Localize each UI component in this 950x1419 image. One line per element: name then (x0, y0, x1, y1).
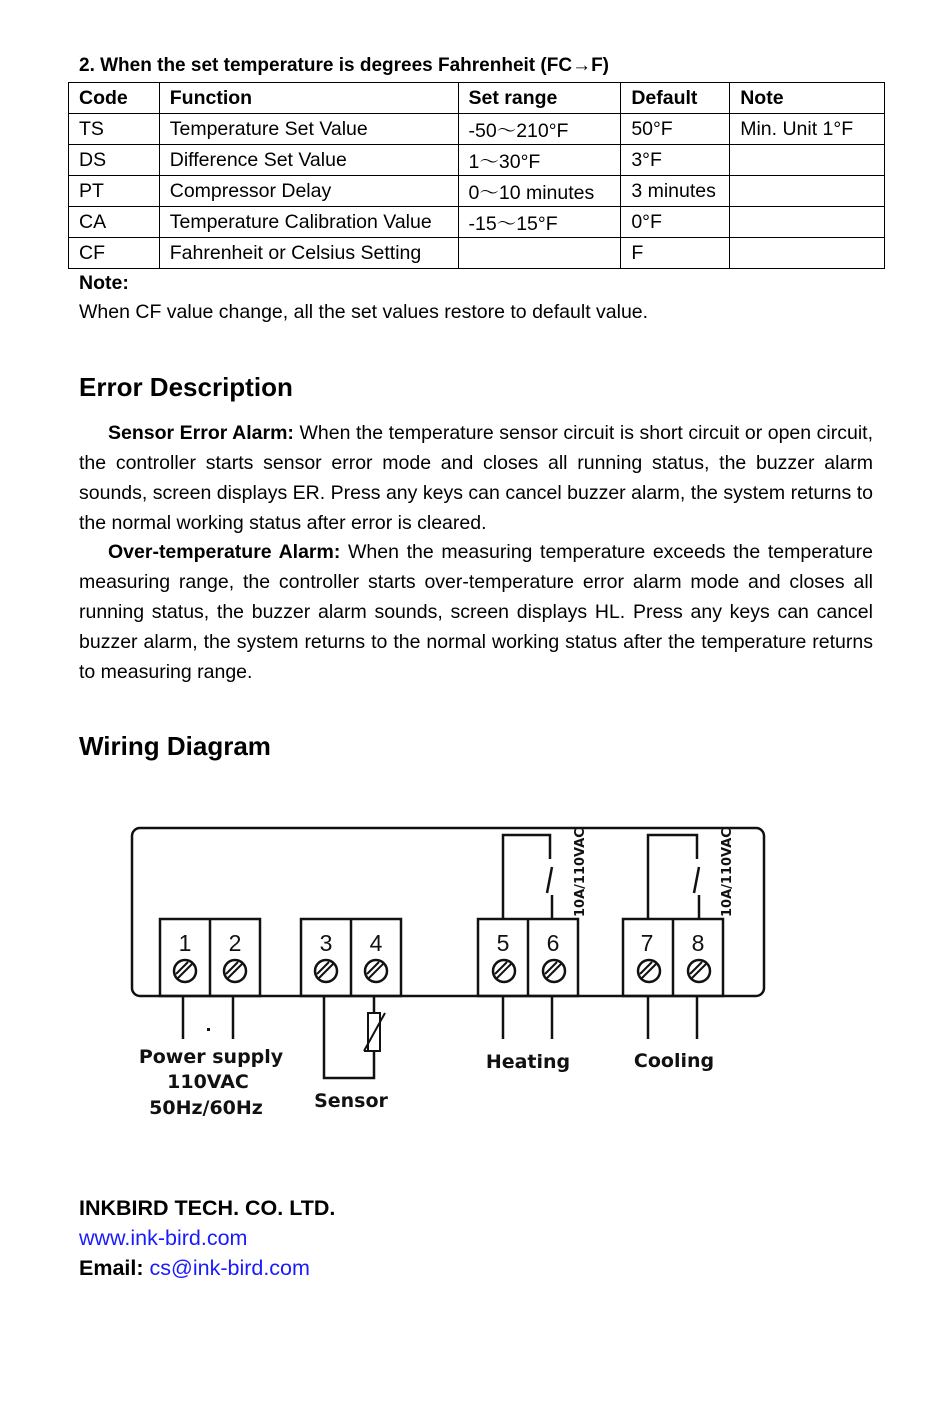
cell-function: Fahrenheit or Celsius Setting (159, 238, 458, 269)
over-temperature-paragraph (79, 537, 873, 687)
cell-function: Difference Set Value (159, 145, 458, 176)
wiring-diagram (120, 815, 780, 1125)
cell-default: F (621, 238, 730, 269)
cell-code: CA (69, 207, 160, 238)
power-voltage-label: 110VAC (167, 1071, 249, 1093)
error-description-heading: Error Description (79, 372, 293, 402)
header-note: Note (730, 83, 885, 114)
sensor-label: Sensor (314, 1090, 388, 1112)
email-line (79, 1256, 310, 1281)
parameter-table (68, 82, 885, 269)
screw-terminal-3 (315, 960, 337, 982)
sensor-error-label: Sensor Error Alarm: (108, 422, 294, 444)
heating-label: Heating (485, 1051, 571, 1073)
cell-function: Temperature Calibration Value (159, 207, 458, 238)
over-temperature-label: Over-temperature Alarm: (108, 541, 341, 563)
terminal-number-6: 6 (546, 930, 560, 956)
cell-code: PT (69, 176, 160, 207)
terminal-number-4: 4 (369, 930, 383, 956)
cell-set-range (458, 238, 621, 269)
cell-default: 50°F (621, 114, 730, 145)
screw-terminal-4 (365, 960, 387, 982)
cell-set-range: 0～10 minutes (458, 176, 621, 207)
power-frequency-label: 50Hz/60Hz (149, 1097, 263, 1119)
terminal-number-7: 7 (640, 930, 654, 956)
over-temperature-text: When the measuring temperature exceeds the temperature measuring range, the controller starts over-temperature error alarm mode and closes all running status, the buzzer alarm sounds, screen displays HL. Press any keys can cancel buzzer alarm, the system returns to the normal working status after the temperature returns to measuring range. (79, 541, 873, 683)
cooling-relay-rating: 10A/110VAC (720, 828, 735, 917)
cell-note (730, 207, 885, 238)
header-default: Default (621, 83, 730, 114)
cell-default: 3 minutes (621, 176, 730, 207)
cell-note: Min. Unit 1°F (730, 114, 885, 145)
cooling-relay (648, 835, 699, 919)
screw-terminal-7 (638, 960, 660, 982)
cell-code: TS (69, 114, 160, 145)
wiring-diagram-heading: Wiring Diagram (79, 731, 271, 761)
table-row (69, 238, 885, 269)
terminal-number-2: 2 (228, 930, 242, 956)
sensor-thermistor (364, 1013, 385, 1051)
table-header-row (69, 83, 885, 114)
terminal-number-3: 3 (319, 930, 333, 956)
email-link[interactable]: cs@ink-bird.com (149, 1256, 310, 1280)
cooling-label: Cooling (633, 1050, 715, 1072)
sensor-error-paragraph (79, 418, 873, 538)
cell-note (730, 145, 885, 176)
note-label: Note: (79, 272, 129, 294)
power-supply-label: Power supply (138, 1046, 284, 1068)
cell-default: 0°F (621, 207, 730, 238)
heating-relay (503, 835, 552, 919)
cell-set-range: 1～30°F (458, 145, 621, 176)
screw-terminal-6 (543, 960, 565, 982)
section-2-title: 2. When the set temperature is degrees Fahrenheit (FC→F) (79, 55, 609, 76)
screw-terminal-5 (493, 960, 515, 982)
header-set-range: Set range (458, 83, 621, 114)
terminal-number-1: 1 (178, 930, 192, 956)
cell-function: Temperature Set Value (159, 114, 458, 145)
website-link[interactable]: www.ink-bird.com (79, 1226, 248, 1250)
table-row (69, 207, 885, 238)
cell-note (730, 176, 885, 207)
cell-code: CF (69, 238, 160, 269)
note-text: When CF value change, all the set values restore to default value. (79, 301, 649, 323)
screw-terminal-2 (224, 960, 246, 982)
email-label: Email: (79, 1256, 144, 1280)
screw-terminal-1 (174, 960, 196, 982)
screw-terminal-8 (688, 960, 710, 982)
cell-default: 3°F (621, 145, 730, 176)
cell-function: Compressor Delay (159, 176, 458, 207)
cell-set-range: -50～210°F (458, 114, 621, 145)
table-row (69, 114, 885, 145)
terminal-number-5: 5 (496, 930, 510, 956)
company-name: INKBIRD TECH. CO. LTD. (79, 1196, 336, 1220)
table-row (69, 176, 885, 207)
cell-note (730, 238, 885, 269)
cell-code: DS (69, 145, 160, 176)
heating-relay-rating: 10A/110VAC (573, 828, 588, 917)
cell-set-range: -15～15°F (458, 207, 621, 238)
header-code: Code (69, 83, 160, 114)
terminal-number-8: 8 (691, 930, 705, 956)
table-row (69, 145, 885, 176)
sensor-error-text: When the temperature sensor circuit is short circuit or open circuit, the controller starts sensor error mode and closes all running status, the buzzer alarm sounds, screen displays ER. Press any keys can cancel buzzer alarm, the system returns to the normal working status after error is cleared. (79, 422, 874, 534)
header-function: Function (159, 83, 458, 114)
